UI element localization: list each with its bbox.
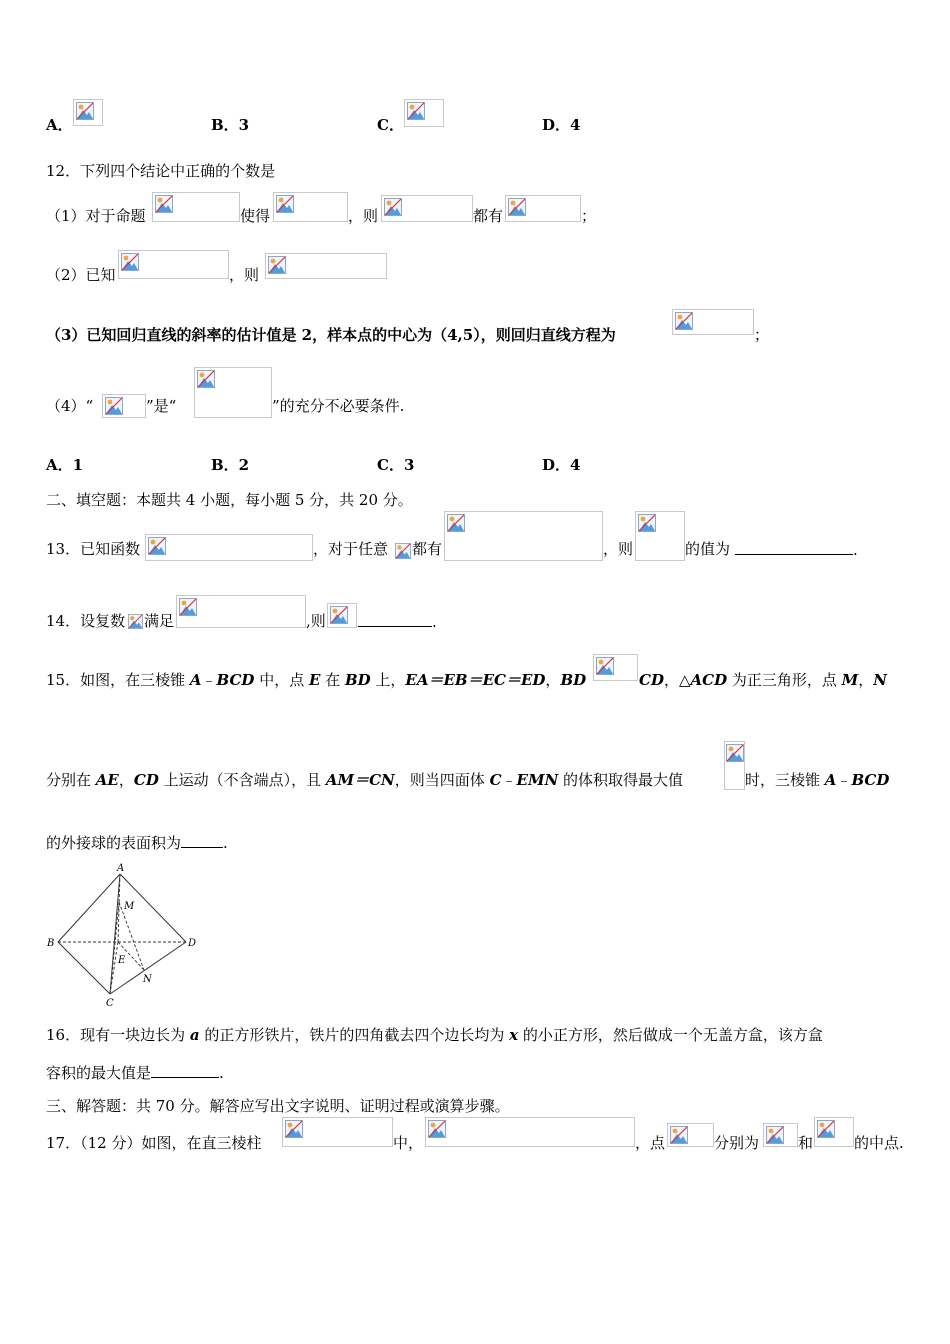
text: 的小正方形，然后做成一个无盖方盒，该方盒 [518, 1026, 823, 1044]
q13-part2: ，对于任意 [313, 540, 389, 558]
formula-image [273, 192, 348, 222]
triangular-pyramid-figure [44, 860, 204, 1010]
q11-option-d: D．4 [542, 116, 581, 134]
broken-image-icon [596, 657, 614, 675]
text: 上运动（不含端点），且 [158, 771, 326, 789]
text: 的正方形铁片，铁片的四角截去四个边长均为 [199, 1026, 510, 1044]
q12-stem: 12．下列四个结论中正确的个数是 [46, 162, 276, 180]
formula-image [444, 511, 603, 561]
q14-part2: 满足 [144, 612, 175, 630]
q13-part1: 13．已知函数 [46, 540, 141, 558]
q16-line-1 [46, 1026, 823, 1044]
text: E [308, 671, 321, 689]
q15-line-2a [46, 771, 683, 789]
q17-part5: 和 [798, 1134, 814, 1152]
formula-image [152, 192, 240, 222]
text: 分别在 [46, 771, 96, 789]
label-c: C [106, 998, 114, 1009]
broken-image-icon [276, 195, 294, 213]
text: ﹣ [201, 671, 217, 689]
text: ， [545, 671, 561, 689]
formula-image [724, 741, 745, 790]
answer-blank [151, 1063, 219, 1078]
text: 16．现有一块边长为 [46, 1026, 190, 1044]
text: EA＝EB＝EC＝ED [405, 671, 546, 689]
text: BCD [851, 771, 890, 789]
formula-image [814, 1117, 854, 1147]
q12-s4-part2: ”是“ [146, 397, 177, 415]
broken-image-icon [428, 1120, 446, 1138]
formula-image [763, 1123, 798, 1147]
broken-image-icon [155, 195, 173, 213]
q12-s3-text: （3）已知回归直线的斜率的估计值是 2，样本点的中心为（4,5），则回归直线方程为 [46, 326, 616, 344]
q16-line-2 [46, 1063, 224, 1082]
text: . [219, 1064, 224, 1082]
broken-image-icon [76, 102, 94, 120]
text: ﹣ [836, 771, 852, 789]
formula-image [425, 1117, 635, 1147]
edge-cd [110, 942, 186, 994]
broken-image-icon [179, 598, 197, 616]
q12-s1-part1: （1）对于命题 [46, 207, 146, 225]
edge-bc [58, 942, 110, 994]
q12-s1-part4: 都有 [473, 207, 504, 225]
q13-part4: ，则 [603, 540, 634, 558]
formula-image [102, 394, 146, 418]
answer-blank [181, 833, 223, 848]
q13-part5: 的值为 [685, 540, 731, 558]
broken-image-icon [197, 370, 215, 388]
broken-image-icon [105, 397, 123, 415]
text: a [189, 1026, 200, 1044]
section-3-heading: 三、解答题：共 70 分。解答应写出文字说明、证明过程或演算步骤。 [46, 1097, 510, 1115]
q12-s2-part1: （2）已知 [46, 266, 116, 284]
q11-option-a: A． [46, 116, 73, 134]
label-n: N [143, 974, 152, 985]
q14-part1: 14．设复数 [46, 612, 126, 630]
label-a: A [117, 863, 125, 874]
formula-image [176, 595, 306, 628]
q12-s4-part3: ”的充分不必要条件. [272, 397, 405, 415]
q13-part3: 都有 [412, 540, 443, 558]
q11-option-b: B．3 [211, 116, 250, 134]
text: ， [858, 671, 874, 689]
text: BD [344, 671, 371, 689]
text: AM＝CN [325, 771, 395, 789]
q12-s1-part3: ，则 [348, 207, 379, 225]
broken-image-icon [675, 312, 693, 330]
broken-image-icon [285, 1120, 303, 1138]
q17-part6: 的中点. [854, 1134, 904, 1152]
q12-s1-part2: 使得 [240, 207, 271, 225]
formula-image [282, 1117, 393, 1147]
q12-s1-part5: ； [581, 207, 597, 225]
q17-part1: 17．（12 分）如图，在直三棱柱 [46, 1134, 262, 1152]
text: 15．如图，在三棱锥 [46, 671, 190, 689]
formula-image [145, 534, 313, 561]
broken-image-icon [726, 744, 744, 762]
text: ACD [690, 671, 728, 689]
q15-line-1a [46, 671, 586, 689]
q12-option-b: B．2 [211, 456, 250, 474]
answer-blank [735, 540, 858, 559]
text: 为正三角形，点 [727, 671, 842, 689]
q15-line-3 [46, 833, 228, 852]
formula-image [593, 654, 638, 681]
text: ﹣ [501, 771, 517, 789]
q12-s4-part1: （4）“ [46, 397, 94, 415]
broken-image-icon [128, 614, 143, 629]
broken-image-icon [407, 102, 425, 120]
broken-image-icon [395, 543, 411, 559]
text: BCD [216, 671, 255, 689]
q15-line-1b [639, 671, 887, 689]
formula-image [327, 603, 357, 628]
text: A [189, 671, 202, 689]
broken-image-icon [670, 1126, 688, 1144]
text: ，△ [663, 671, 691, 689]
answer-blank [358, 612, 437, 631]
text: 容积的最大值是 [46, 1064, 152, 1082]
q17-part3: ，点 [635, 1134, 666, 1152]
broken-image-icon [638, 514, 656, 532]
q12-option-a: A．1 [46, 456, 84, 474]
text: CD [133, 771, 159, 789]
text: ， [118, 771, 134, 789]
q17-part4: 分别为 [714, 1134, 760, 1152]
q11-option-a-formula-image [73, 99, 103, 126]
text: AE [95, 771, 119, 789]
formula-image [395, 543, 412, 561]
formula-image [128, 614, 144, 630]
formula-image [265, 253, 387, 279]
text: 时，三棱锥 [745, 771, 825, 789]
text: ，则当四面体 [394, 771, 490, 789]
label-m: M [124, 901, 135, 912]
broken-image-icon [330, 606, 348, 624]
q12-s3-end: ； [754, 326, 770, 344]
text: 中，点 [254, 671, 309, 689]
broken-image-icon [268, 256, 286, 274]
formula-image [118, 250, 229, 279]
formula-image [667, 1123, 714, 1147]
broken-image-icon [384, 198, 402, 216]
q11-option-c-formula-image [404, 99, 444, 127]
text: . [223, 834, 228, 852]
q15-line-2b [745, 771, 889, 789]
text: C [489, 771, 502, 789]
q12-option-c: C．3 [377, 456, 415, 474]
text: BD [560, 671, 587, 689]
formula-image [505, 195, 581, 222]
text: M [841, 671, 859, 689]
q17-part2: 中， [393, 1134, 424, 1152]
text: 在 [320, 671, 345, 689]
formula-image [635, 511, 685, 561]
text: 的外接球的表面积为 [46, 834, 182, 852]
broken-image-icon [817, 1120, 835, 1138]
text: A [824, 771, 837, 789]
formula-image [381, 195, 473, 222]
edge-ab [58, 874, 120, 942]
label-d: D [188, 938, 197, 949]
text: EMN [516, 771, 559, 789]
broken-image-icon [121, 253, 139, 271]
q11-option-c: C． [377, 116, 404, 134]
text: 的体积取得最大值 [558, 771, 684, 789]
section-2-heading: 二、填空题：本题共 4 小题，每小题 5 分，共 20 分。 [46, 491, 413, 509]
formula-image [672, 309, 754, 335]
text: 上， [370, 671, 406, 689]
broken-image-icon [148, 537, 166, 555]
label-e: E [118, 955, 126, 966]
text: x [509, 1026, 519, 1044]
q13-end: . [853, 541, 858, 559]
label-b: B [47, 938, 55, 949]
q12-option-d: D．4 [542, 456, 581, 474]
q14-end: . [432, 613, 437, 631]
formula-image [194, 367, 272, 418]
q14-part3: ,则 [306, 612, 326, 630]
broken-image-icon [508, 198, 526, 216]
broken-image-icon [766, 1126, 784, 1144]
q12-s2-part2: ，则 [229, 266, 260, 284]
text: N [873, 671, 887, 689]
broken-image-icon [447, 514, 465, 532]
text: CD [639, 671, 664, 689]
